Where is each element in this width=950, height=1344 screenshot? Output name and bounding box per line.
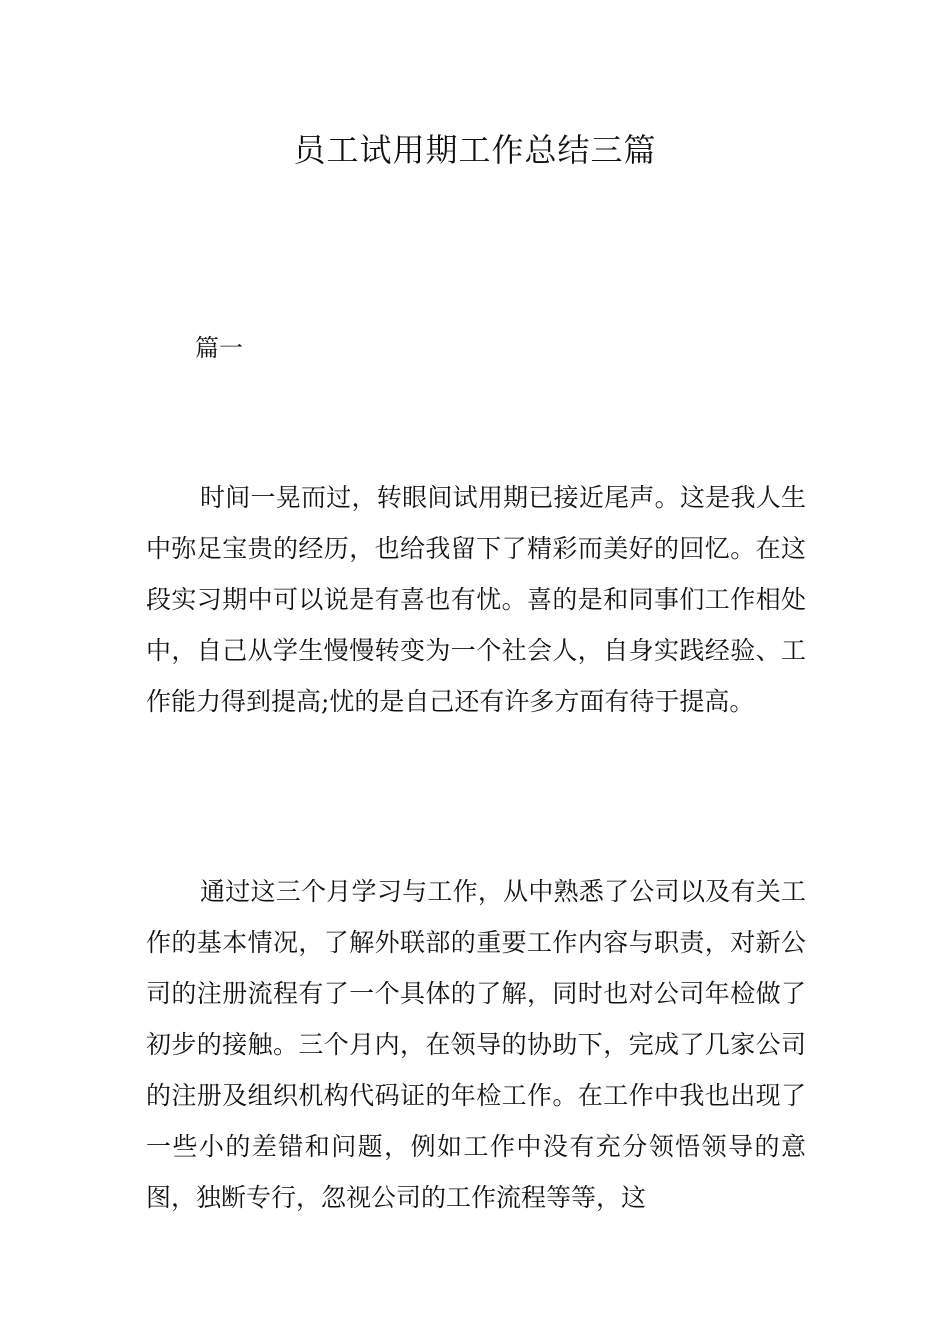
paragraph-2: 通过这三个月学习与工作，从中熟悉了公司以及有关工作的基本情况，了解外联部的重要工作内容与职责，对新公司的注册流程有了一个具体的了解，同时也对公司年检做了初步的接触。三个月内，在领导的协助下，完成了几家公司的注册及组织机构代码证的年检工作。在工作中我也出现了一些小的差错和问题，例如工作中没有充分领悟领导的意图，独断专行，忽视公司的工作流程等等，这 <box>146 877 806 1212</box>
paragraph-1: 时间一晃而过，转眼间试用期已接近尾声。这是我人生中弥足宝贵的经历，也给我留下了精彩而美好的回忆。在这段实习期中可以说是有喜也有忧。喜的是和同事们工作相处中，自己从学生慢慢转变为一个社会人，自身实践经验、工作能力得到提高;忧的是自己还有许多方面有待于提高。 <box>146 483 806 716</box>
document-title: 员工试用期工作总结三篇 <box>293 131 657 169</box>
section-heading: 篇一 <box>195 334 243 362</box>
